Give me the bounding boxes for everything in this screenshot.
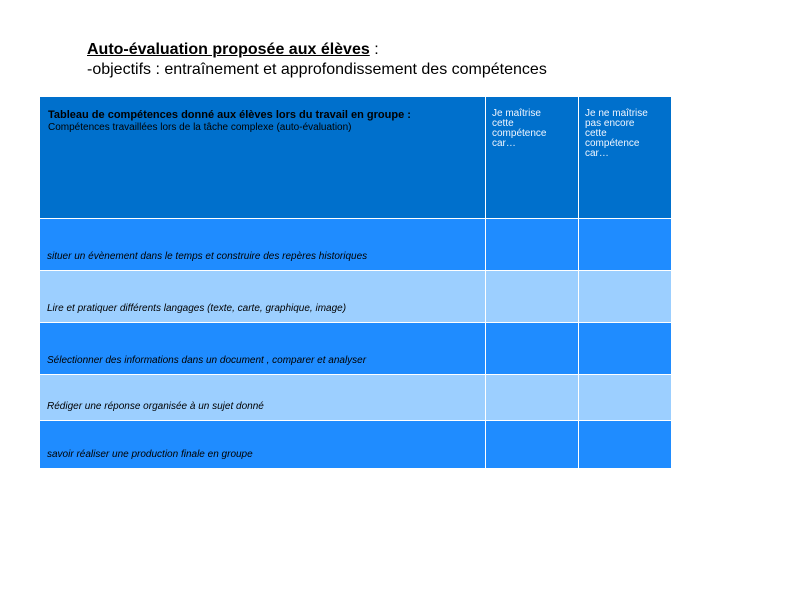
competence-label: savoir réaliser une production finale en groupe (47, 449, 253, 460)
mastered-cell[interactable] (486, 219, 579, 271)
competence-table (40, 97, 672, 467)
competence-label: Sélectionner des informations dans un document , comparer et analyser (47, 355, 367, 366)
heading-title: Auto-évaluation proposée aux élèves (87, 41, 370, 58)
mastered-cell[interactable] (486, 375, 579, 421)
table-row-label (40, 375, 486, 421)
mastered-cell[interactable] (486, 421, 579, 469)
table-row-label (40, 323, 486, 375)
table-row-label (40, 271, 486, 323)
heading-title-line (87, 40, 547, 60)
table-header-mastered (486, 97, 579, 219)
not-mastered-cell[interactable] (579, 219, 672, 271)
header-not-mastered-line: cette (585, 128, 607, 139)
header-not-mastered-line: Je ne maîtrise (585, 108, 648, 119)
table-header-subtitle: Compétences travaillées lors de la tâche complexe (auto-évaluation) (48, 122, 352, 133)
header-not-mastered-line: compétence (585, 138, 640, 149)
table-header-main (40, 97, 486, 219)
competence-label: situer un évènement dans le temps et construire des repères historiques (47, 251, 368, 262)
header-not-mastered-line: pas encore (585, 118, 635, 129)
table-header-not-mastered (579, 97, 672, 219)
heading-subtitle: -objectifs : entraînement et approfondissement des compétences (87, 61, 547, 78)
mastered-cell[interactable] (486, 323, 579, 375)
heading-title-suffix: : (369, 41, 379, 58)
header-mastered-line: Je maîtrise (492, 108, 541, 119)
competence-label: Rédiger une réponse organisée à un sujet donné (47, 401, 264, 412)
header-mastered-line: car… (492, 138, 516, 149)
page-heading (87, 40, 547, 80)
header-not-mastered-line: car… (585, 148, 609, 159)
header-mastered-line: cette (492, 118, 514, 129)
header-mastered-line: compétence (492, 128, 547, 139)
not-mastered-cell[interactable] (579, 271, 672, 323)
not-mastered-cell[interactable] (579, 421, 672, 469)
competence-label: Lire et pratiquer différents langages (texte, carte, graphique, image) (47, 303, 347, 314)
table-header-title: Tableau de compétences donné aux élèves lors du travail en groupe : (48, 109, 411, 121)
not-mastered-cell[interactable] (579, 323, 672, 375)
table-row-label (40, 421, 486, 469)
table-row-label (40, 219, 486, 271)
not-mastered-cell[interactable] (579, 375, 672, 421)
mastered-cell[interactable] (486, 271, 579, 323)
